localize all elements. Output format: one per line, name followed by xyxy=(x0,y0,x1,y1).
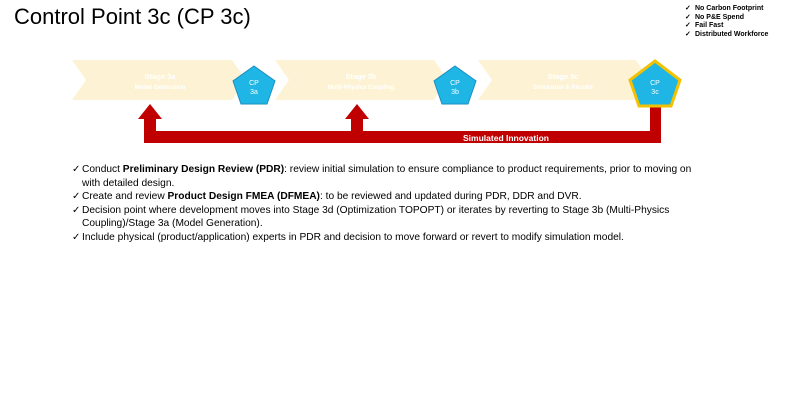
stage-3b-chevron xyxy=(275,60,448,100)
loop-label: Simulated Innovation xyxy=(463,133,549,143)
check-icon: ✓ xyxy=(685,30,691,38)
cp-label: CP xyxy=(650,80,660,87)
checklist-item: ✓ Distributed Workforce xyxy=(685,30,769,38)
cp-label: 3c xyxy=(651,89,659,96)
check-icon: ✓ xyxy=(685,13,691,21)
cp-label: 3b xyxy=(451,89,459,96)
stage-desc: Multi-Physics Coupling xyxy=(327,85,395,91)
check-icon: ✓ xyxy=(72,204,81,216)
stage-name: Stage 3a xyxy=(144,72,176,81)
stage-name: Stage 3c xyxy=(547,72,579,81)
page-title: Control Point 3c (CP 3c) xyxy=(14,4,251,29)
cp-label: 3a xyxy=(250,89,258,96)
stage-desc: Model Generation xyxy=(134,85,186,91)
bullet-item: ✓ Include physical (product/application) experts in PDR and decision to move forward or revert to modify simulation model. xyxy=(72,231,624,243)
checklist-item: ✓ Fail Fast xyxy=(685,22,724,30)
checklist-item: ✓ No P&E Spend xyxy=(685,13,745,21)
check-icon: ✓ xyxy=(685,22,691,30)
process-diagram xyxy=(0,0,800,160)
checklist-item: ✓ No Carbon Footprint xyxy=(685,5,764,12)
stage-name: Stage 3b xyxy=(345,72,377,81)
bullet-item: ✓ Conduct Preliminary Design Review (PDR): review initial simulation to ensure compliance to product requirements, prior to moving on with detailed design. xyxy=(72,164,692,189)
bullet-list xyxy=(72,163,712,245)
check-icon: ✓ xyxy=(72,191,81,203)
check-icon: ✓ xyxy=(72,231,81,243)
stage-3a-chevron xyxy=(72,60,246,100)
cp-label: CP xyxy=(450,80,460,87)
stage-desc: Simulation & Results xyxy=(532,85,594,91)
bullet-item: ✓ Create and review Product Design FMEA (DFMEA): to be reviewed and updated during PDR, DDR and DVR. xyxy=(72,191,582,203)
check-icon: ✓ xyxy=(72,164,81,175)
stage-3c-chevron xyxy=(478,60,650,100)
cp-label: CP xyxy=(249,80,259,87)
bullet-item: ✓ Decision point where development moves into Stage 3d (Optimization TOPOPT) or iterates by reverting to Stage 3b (Multi-Physics Coupling)/Stage 3a (Model Generation). xyxy=(72,204,670,230)
check-icon: ✓ xyxy=(685,5,691,12)
simulated-innovation-loop xyxy=(138,100,661,143)
loop-arrow-path xyxy=(138,100,661,143)
